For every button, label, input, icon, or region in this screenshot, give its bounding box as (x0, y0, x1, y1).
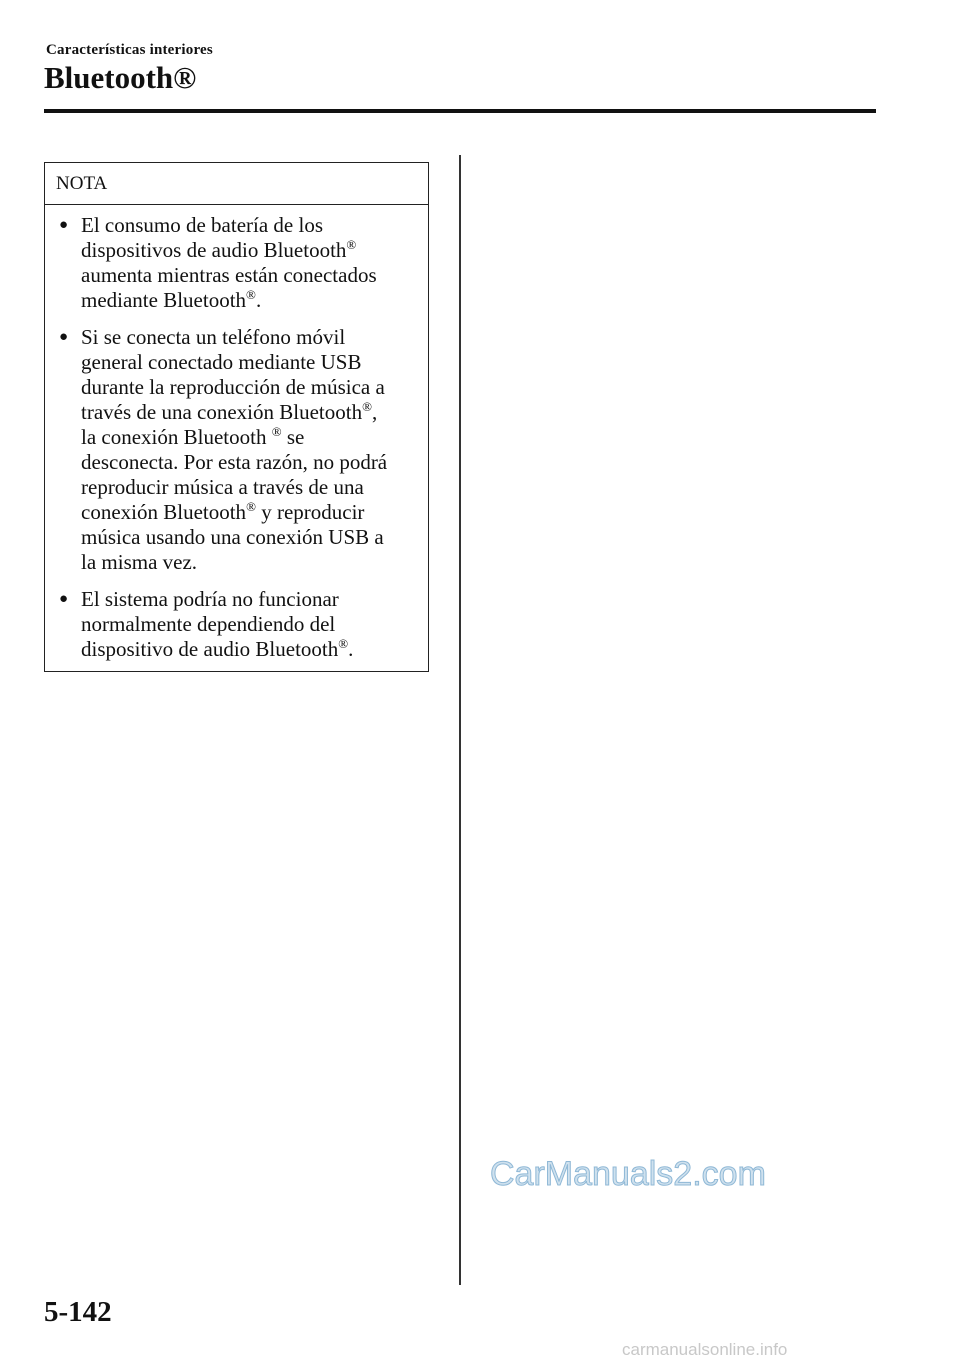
note-item: ● El consumo de batería de los dispositivos de audio Bluetooth® aumenta mientras están conectados mediante Bluetooth®. (59, 213, 377, 312)
bullet-icon: ● (59, 217, 69, 233)
page-title: Bluetooth® (44, 60, 197, 95)
note-body (45, 205, 428, 662)
note-heading: NOTA (45, 163, 428, 205)
note-box (44, 162, 429, 672)
bullet-icon: ● (59, 591, 69, 607)
section-label: Características interiores (46, 42, 213, 58)
page-number: 5-142 (44, 1296, 112, 1328)
column-divider (459, 155, 461, 1285)
footer-site-text: carmanualsonline.info (622, 1340, 788, 1359)
watermark-logo: CarManuals2.com (490, 1155, 766, 1193)
title-rule (44, 109, 876, 113)
note-item: ● El sistema podría no funcionar normalmente dependiendo del dispositivo de audio Bluetooth®. (59, 587, 354, 661)
note-item: ● Si se conecta un teléfono móvil general conectado mediante USB durante la reproducción de música a través de una conexión Bluetooth®, la conexión Bluetooth ® se desconecta. Por esta razón, no podrá reproducir música a través de una conexión Bluetooth® y reproducir música usando una conexión USB a la misma vez. (59, 325, 388, 574)
bullet-icon: ● (59, 329, 69, 345)
